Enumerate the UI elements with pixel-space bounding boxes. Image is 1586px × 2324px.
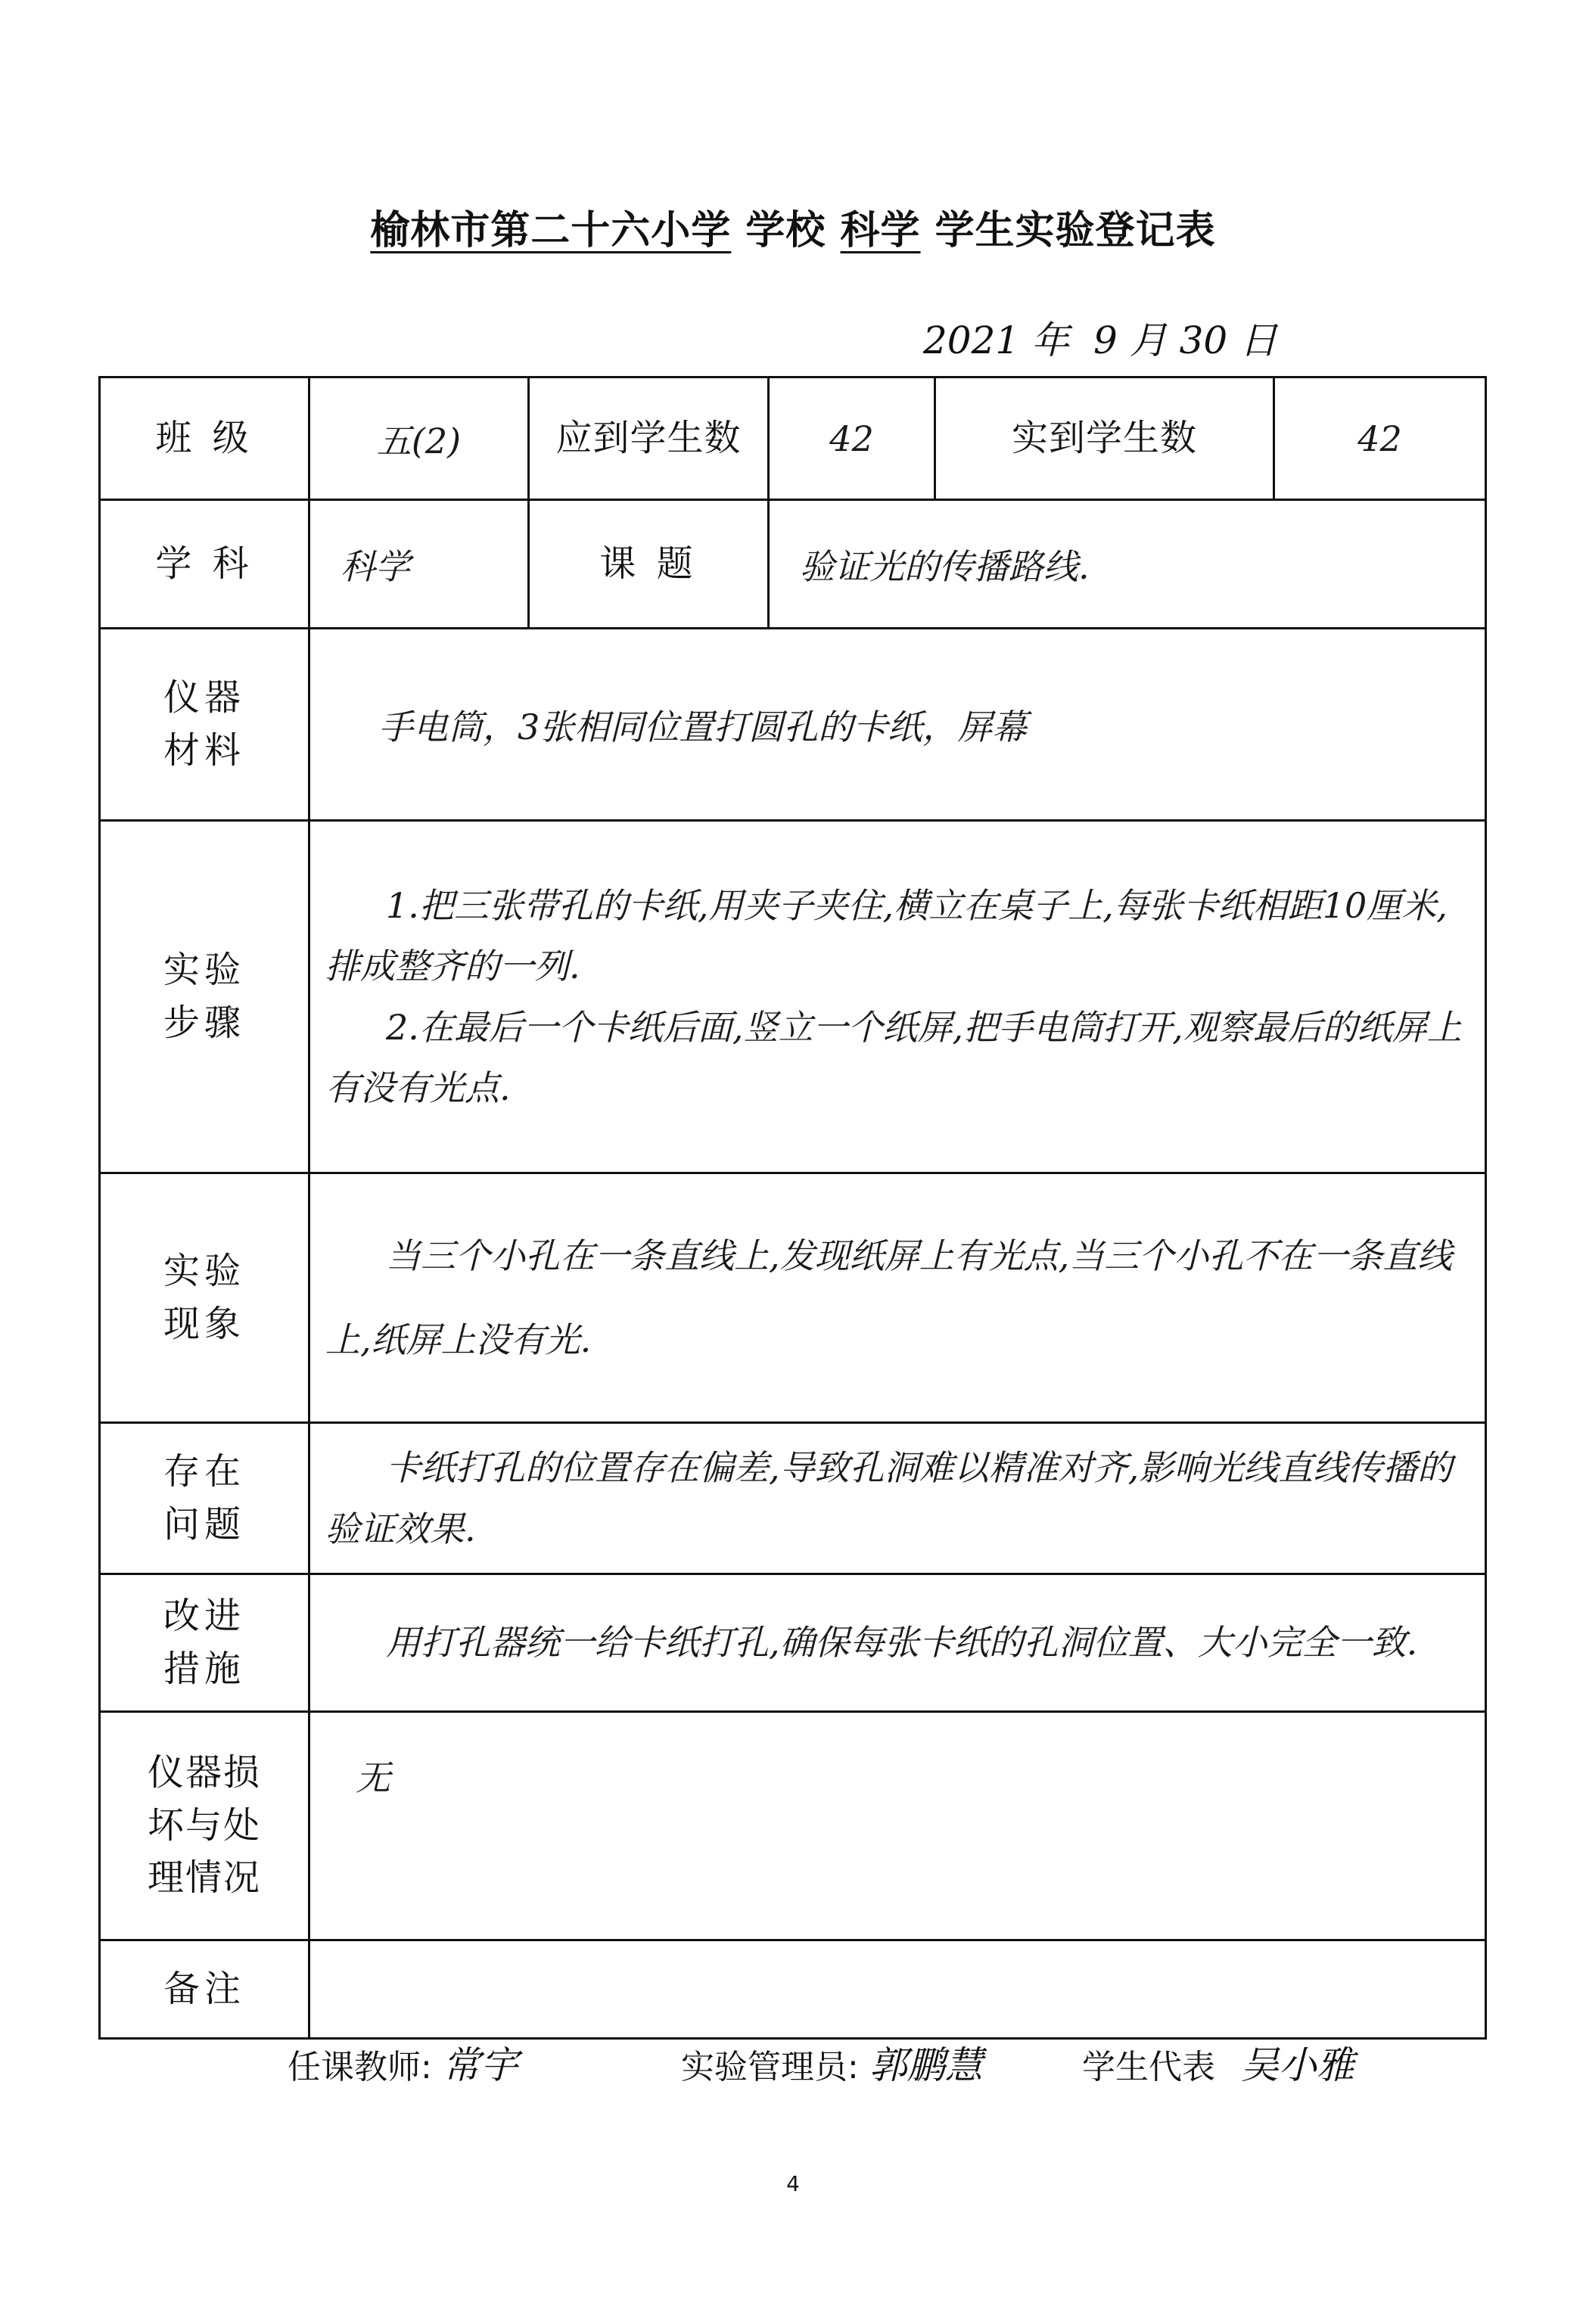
table-row <box>100 1712 1486 1940</box>
phenomenon-label <box>100 1173 309 1423</box>
equipment-value: 手电筒，3张相同位置打圆孔的卡纸，屏幕 <box>309 629 1486 821</box>
remarks-value <box>309 1940 1486 2039</box>
equipment-label-line: 材料 <box>163 729 245 772</box>
table-row <box>100 1423 1486 1574</box>
class-value: 五(2) <box>309 377 529 500</box>
subject-name: 科学 <box>840 208 921 253</box>
equipment-label-line: 仪器 <box>163 676 245 719</box>
actual-students-label: 实到学生数 <box>935 377 1274 500</box>
experiment-table <box>98 376 1487 2040</box>
page-number: 4 <box>786 2171 800 2196</box>
improvement-label-line: 改进 <box>163 1594 245 1637</box>
problems-label-line: 问题 <box>163 1502 245 1546</box>
improvement-value: 用打孔器统一给卡纸打孔,确保每张卡纸的孔洞位置、大小完全一致. <box>309 1574 1486 1712</box>
steps-label <box>100 821 309 1173</box>
date-day-label: 日 <box>1239 318 1278 362</box>
teacher-signature <box>288 2035 518 2089</box>
step-1: 1.把三张带孔的卡纸,用夹子夹住,横立在桌子上,每张卡纸相距10厘米,排成整齐的一列. <box>325 884 1448 986</box>
phenomenon-value: 当三个小孔在一条直线上,发现纸屏上有光点,当三个小孔不在一条直线上,纸屏上没有光. <box>309 1173 1486 1423</box>
expected-students-value: 42 <box>769 377 935 500</box>
date-month: 9 <box>1093 318 1118 362</box>
damage-value: 无 <box>309 1712 1486 1940</box>
form-date <box>923 310 1277 365</box>
topic-label: 课 题 <box>529 500 769 629</box>
steps-label-line: 实验 <box>163 948 245 991</box>
subject-value: 科学 <box>309 500 529 629</box>
date-month-label: 月 <box>1129 318 1168 362</box>
steps-label-line: 步骤 <box>163 1001 245 1044</box>
step-2: 2.在最后一个卡纸后面,竖立一个纸屏,把手电筒打开,观察最后的纸屏上有没有光点. <box>325 1006 1462 1108</box>
date-year-label: 年 <box>1031 318 1070 362</box>
school-name: 榆林市第二十六小学 <box>370 208 732 253</box>
remarks-label: 备注 <box>100 1940 309 2039</box>
table-row <box>100 500 1486 629</box>
page-title <box>0 198 1586 255</box>
date-year: 2021 <box>923 318 1020 362</box>
damage-label-line: 仪器损 <box>147 1751 261 1794</box>
problems-label <box>100 1423 309 1574</box>
class-label: 班 级 <box>100 377 309 500</box>
problems-label-line: 存在 <box>163 1449 245 1493</box>
expected-students-label: 应到学生数 <box>529 377 769 500</box>
admin-signature <box>681 2035 983 2089</box>
student-name: 吴小雅 <box>1241 2043 1354 2087</box>
steps-value <box>309 821 1486 1173</box>
table-row <box>100 377 1486 500</box>
phenomenon-label-line: 现象 <box>163 1302 245 1345</box>
topic-value: 验证光的传播路线. <box>769 500 1486 629</box>
teacher-label: 任课教师: <box>288 2048 432 2086</box>
table-row <box>100 629 1486 821</box>
table-row <box>100 1574 1486 1712</box>
damage-label <box>100 1712 309 1940</box>
actual-students-value: 42 <box>1274 377 1486 500</box>
signature-line <box>288 2035 1423 2103</box>
form-name: 学生实验登记表 <box>934 208 1216 253</box>
subject-label: 学 科 <box>100 500 309 629</box>
table-row <box>100 821 1486 1173</box>
admin-name: 郭鹏慧 <box>869 2043 983 2087</box>
date-day: 30 <box>1179 318 1228 362</box>
table-row <box>100 1940 1486 2039</box>
student-label: 学生代表 <box>1082 2048 1215 2086</box>
school-suffix: 学校 <box>745 208 826 253</box>
admin-label: 实验管理员: <box>681 2048 859 2086</box>
improvement-label-line: 措施 <box>163 1647 245 1690</box>
phenomenon-label-line: 实验 <box>163 1249 245 1292</box>
damage-label-line: 坏与处 <box>147 1804 261 1847</box>
teacher-name: 常宇 <box>442 2043 518 2087</box>
table-row <box>100 1173 1486 1423</box>
equipment-label <box>100 629 309 821</box>
improvement-label <box>100 1574 309 1712</box>
damage-label-line: 理情况 <box>147 1856 261 1900</box>
problems-value: 卡纸打孔的位置存在偏差,导致孔洞难以精准对齐,影响光线直线传播的验证效果. <box>309 1423 1486 1574</box>
student-signature <box>1082 2035 1354 2089</box>
